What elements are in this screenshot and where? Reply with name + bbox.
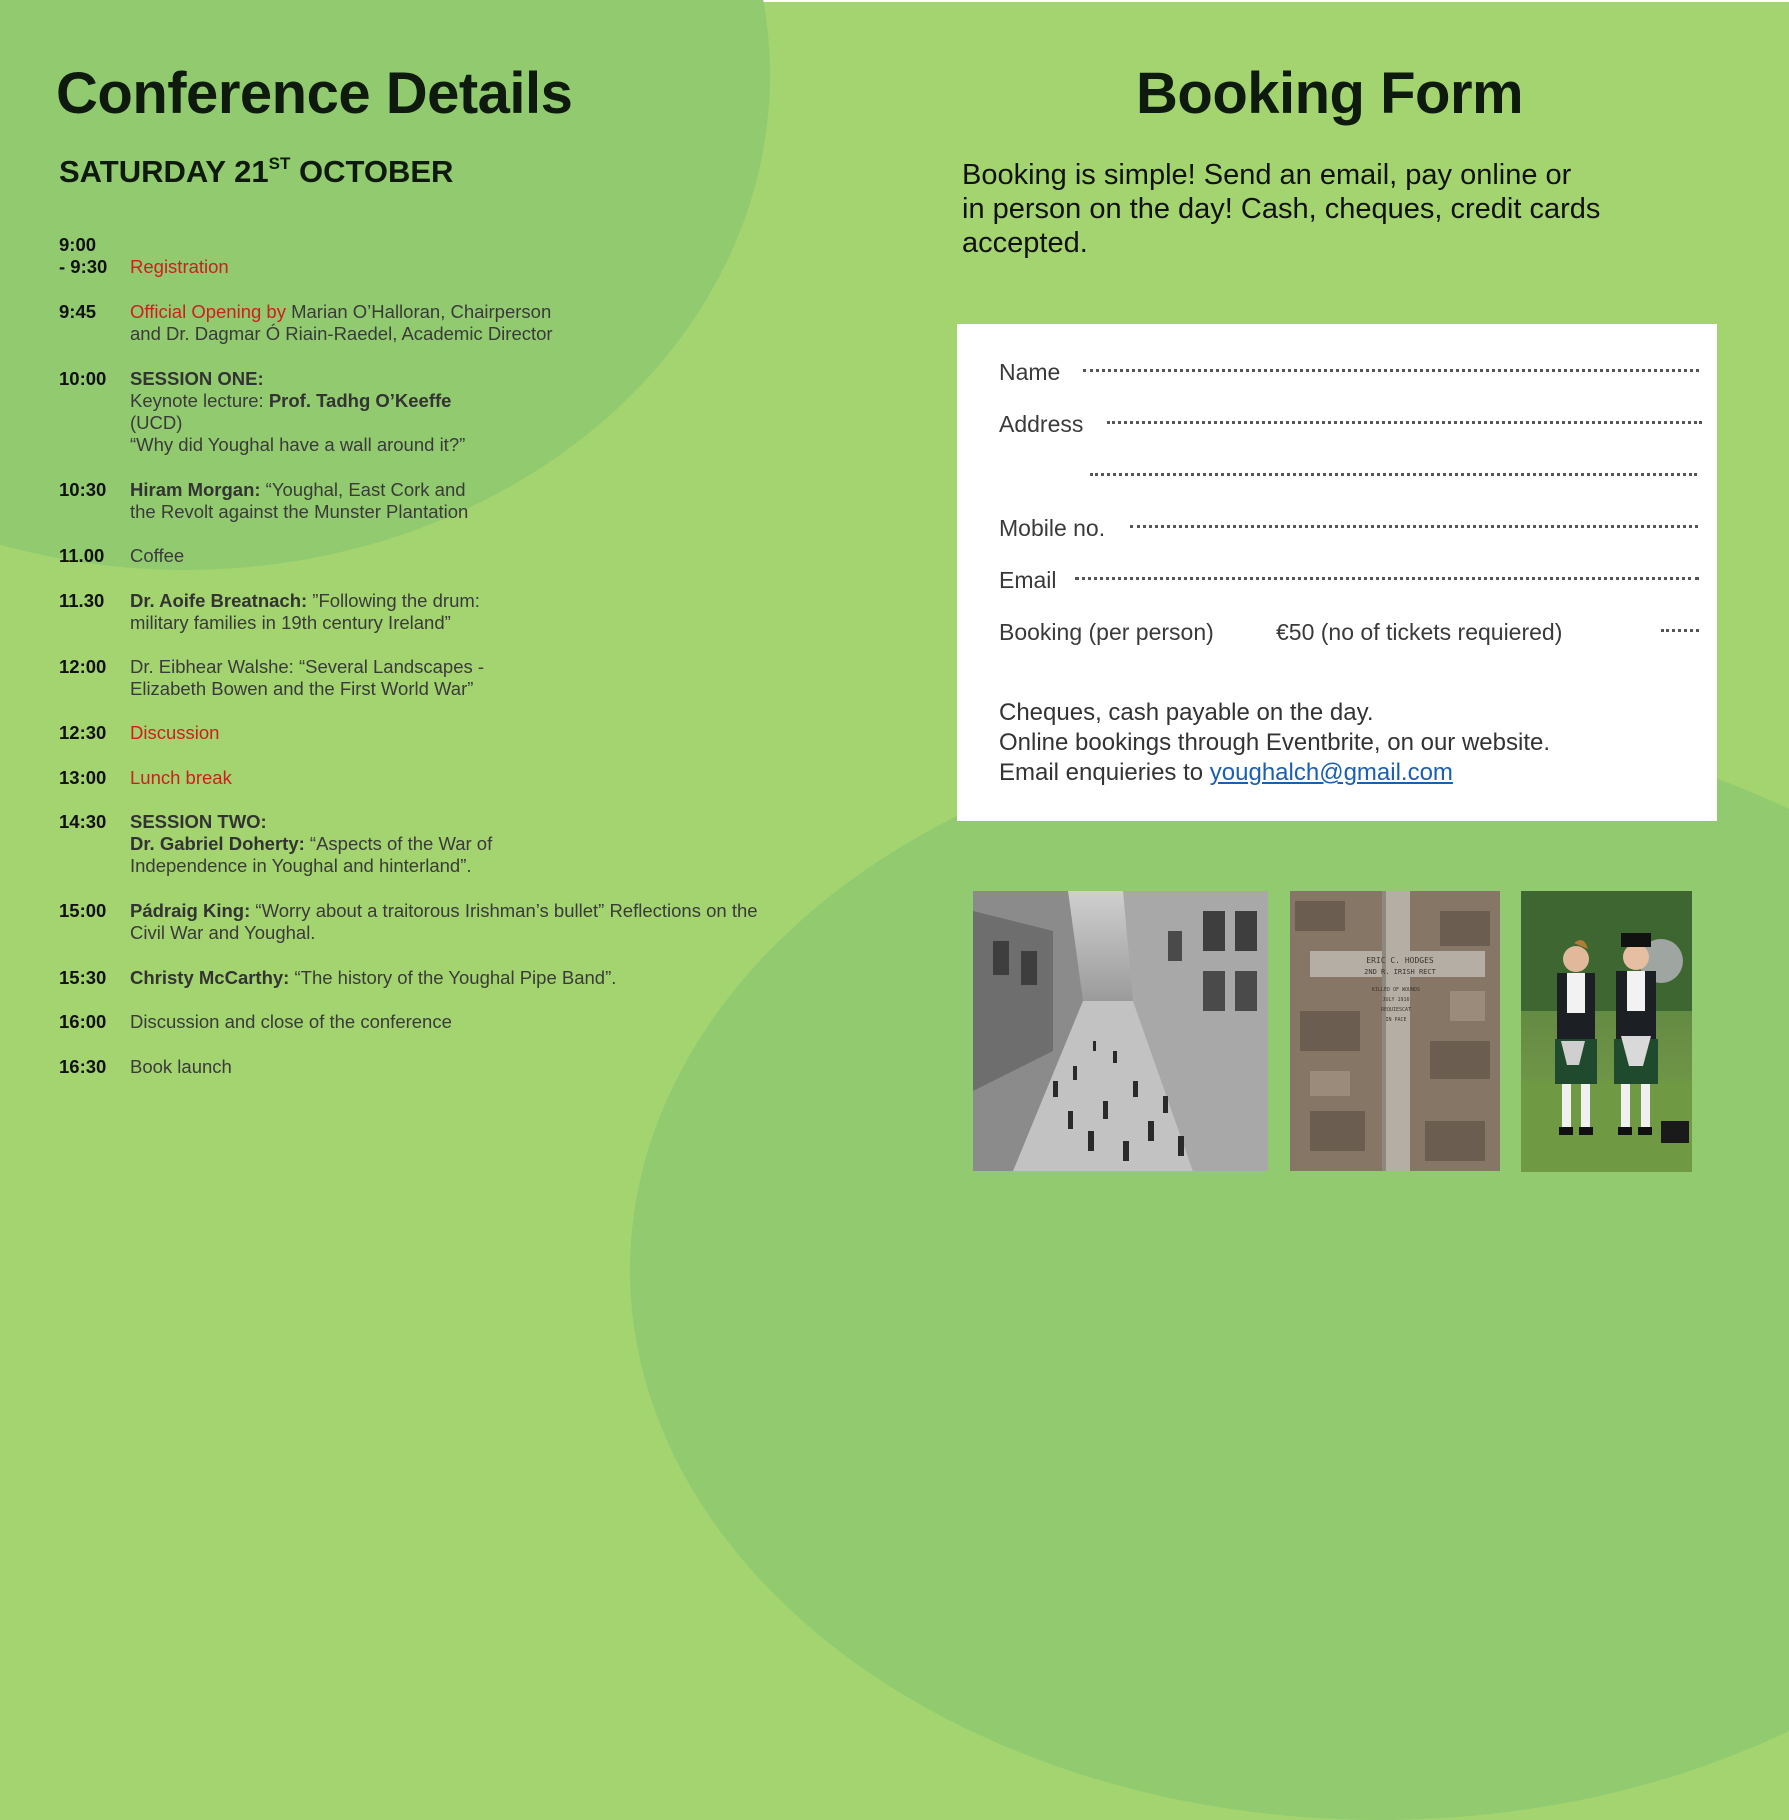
speaker-name: Dr. Aoife Breatnach: xyxy=(130,590,308,611)
date-day: SATURDAY 21 xyxy=(59,154,269,189)
speaker-name: Christy McCarthy: xyxy=(130,967,290,988)
payment-info-line xyxy=(999,758,1453,788)
programme-time: 15:30 xyxy=(59,967,107,988)
name-field[interactable] xyxy=(999,357,1699,387)
programme-time: 12:00 xyxy=(59,656,107,677)
booking-field[interactable] xyxy=(999,617,1699,647)
street-photo xyxy=(973,891,1268,1171)
programme-text: “Youghal, East Cork and xyxy=(260,479,466,500)
programme-time: 13:00 xyxy=(59,767,107,788)
programme-text-line2: Elizabeth Bowen and the First World War” xyxy=(130,678,474,699)
booking-price: €50 (no of tickets requiered) xyxy=(1276,619,1563,645)
programme-text: Book launch xyxy=(130,1056,232,1077)
svg-text:ERIC C. HODGES: ERIC C. HODGES xyxy=(1366,956,1434,965)
programme-time: 11.00 xyxy=(59,545,105,566)
booking-form-card xyxy=(957,324,1717,821)
programme-title: Official Opening by xyxy=(130,301,286,322)
booking-intro-line: Booking is simple! Send an email, pay online or xyxy=(962,159,1572,191)
programme-time-end: - 9:30 xyxy=(59,256,108,277)
programme-text: “Worry about a traitorous Irishman’s bullet” Reflections on the xyxy=(250,900,758,921)
programme-time: 16:00 xyxy=(59,1011,107,1032)
svg-text:2ND R. IRISH RECT: 2ND R. IRISH RECT xyxy=(1364,968,1436,976)
name-dotted-line[interactable] xyxy=(1083,369,1699,372)
date-suffix: ST xyxy=(268,153,291,173)
speaker-name: Pádraig King: xyxy=(130,900,251,921)
programme-text-line3: Independence in Youghal and hinterland”. xyxy=(130,855,472,876)
pipe-band-photo xyxy=(1521,891,1692,1172)
mobile-dotted-line[interactable] xyxy=(1130,525,1698,528)
programme-text-line2: and Dr. Dagmar Ó Riain-Raedel, Academic Director xyxy=(130,323,553,344)
programme-time: 16:30 xyxy=(59,1056,107,1077)
programme-title: Lunch break xyxy=(130,767,232,788)
programme-time: 11.30 xyxy=(59,590,105,611)
programme-time: 10:00 xyxy=(59,368,107,389)
programme-text: “Aspects of the War of xyxy=(304,833,493,854)
date-month: OCTOBER xyxy=(290,154,454,189)
booking-intro xyxy=(962,158,1702,260)
svg-text:KILLED OF WOUNDS: KILLED OF WOUNDS xyxy=(1371,987,1421,993)
email-dotted-line[interactable] xyxy=(1075,577,1699,580)
enquiries-prefix: Email enquieries to xyxy=(999,759,1210,786)
email-label: Email xyxy=(999,567,1057,593)
programme-text-line2: the Revolt against the Munster Plantation xyxy=(130,501,469,522)
programme-text: Discussion and close of the conference xyxy=(130,1011,452,1032)
memorial-cross-photo xyxy=(1290,891,1500,1171)
programme-text-line2: military families in 19th century Ireland” xyxy=(130,612,451,633)
mobile-field[interactable] xyxy=(999,513,1698,543)
programme-text: “The history of the Youghal Pipe Band”. xyxy=(289,967,617,988)
programme-text: Marian O’Halloran, Chairperson xyxy=(285,301,552,322)
booking-label: Booking (per person) xyxy=(999,619,1214,645)
pipers-icon xyxy=(1521,891,1692,1172)
address-dotted-line[interactable] xyxy=(1107,421,1702,424)
programme-time: 15:00 xyxy=(59,900,107,921)
session-heading: SESSION TWO: xyxy=(130,811,267,832)
svg-text:REQUIESCAT: REQUIESCAT xyxy=(1380,1007,1412,1013)
programme-title: Discussion xyxy=(130,722,220,743)
email-field[interactable] xyxy=(999,565,1699,595)
payment-info-line: Online bookings through Eventbrite, on our website. xyxy=(999,729,1551,756)
booking-form-title: Booking Form xyxy=(1136,61,1524,126)
wooden-cross-icon xyxy=(1290,891,1500,1171)
email-link[interactable]: youghalch@gmail.com xyxy=(1209,759,1453,786)
programme-text: Dr. Eibhear Walshe: “Several Landscapes - xyxy=(130,656,485,677)
programme-text: ”Following the drum: xyxy=(307,590,480,611)
ticket-count-dotted-line[interactable] xyxy=(1661,629,1699,632)
address-line2-field[interactable] xyxy=(999,461,1697,491)
booking-intro-line: accepted. xyxy=(962,227,1088,259)
programme-time: 14:30 xyxy=(59,811,107,832)
speaker-name: Prof. Tadhg O’Keeffe xyxy=(268,390,452,411)
programme-text-line4: “Why did Youghal have a wall around it?” xyxy=(130,434,466,455)
programme-title: Registration xyxy=(130,256,229,277)
programme-time: 9:00 xyxy=(59,234,97,255)
svg-text:JULY 1916: JULY 1916 xyxy=(1382,997,1410,1003)
svg-text:IN PACE: IN PACE xyxy=(1385,1017,1407,1023)
mobile-label: Mobile no. xyxy=(999,515,1106,541)
conference-date xyxy=(59,154,453,190)
programme-text-line3: (UCD) xyxy=(130,412,183,433)
programme-time: 9:45 xyxy=(59,301,97,322)
programme-time: 10:30 xyxy=(59,479,107,500)
programme-time: 12:30 xyxy=(59,722,107,743)
address-label: Address xyxy=(999,411,1084,437)
address-field[interactable] xyxy=(999,409,1702,439)
booking-intro-line: in person on the day! Cash, cheques, credit cards xyxy=(962,193,1601,225)
conference-details-title: Conference Details xyxy=(56,61,573,126)
background-shape-bottom-right xyxy=(630,720,1789,1820)
programme-text: Keynote lecture: xyxy=(130,390,269,411)
address-line2-dotted-line[interactable] xyxy=(1090,473,1697,476)
programme-text: Coffee xyxy=(130,545,185,566)
street-scene-icon xyxy=(973,891,1268,1171)
speaker-name: Hiram Morgan: xyxy=(130,479,261,500)
programme-text-line2: Civil War and Youghal. xyxy=(130,922,316,943)
name-label: Name xyxy=(999,359,1061,385)
speaker-name: Dr. Gabriel Doherty: xyxy=(130,833,305,854)
session-heading: SESSION ONE: xyxy=(130,368,264,389)
payment-info-line: Cheques, cash payable on the day. xyxy=(999,699,1374,726)
